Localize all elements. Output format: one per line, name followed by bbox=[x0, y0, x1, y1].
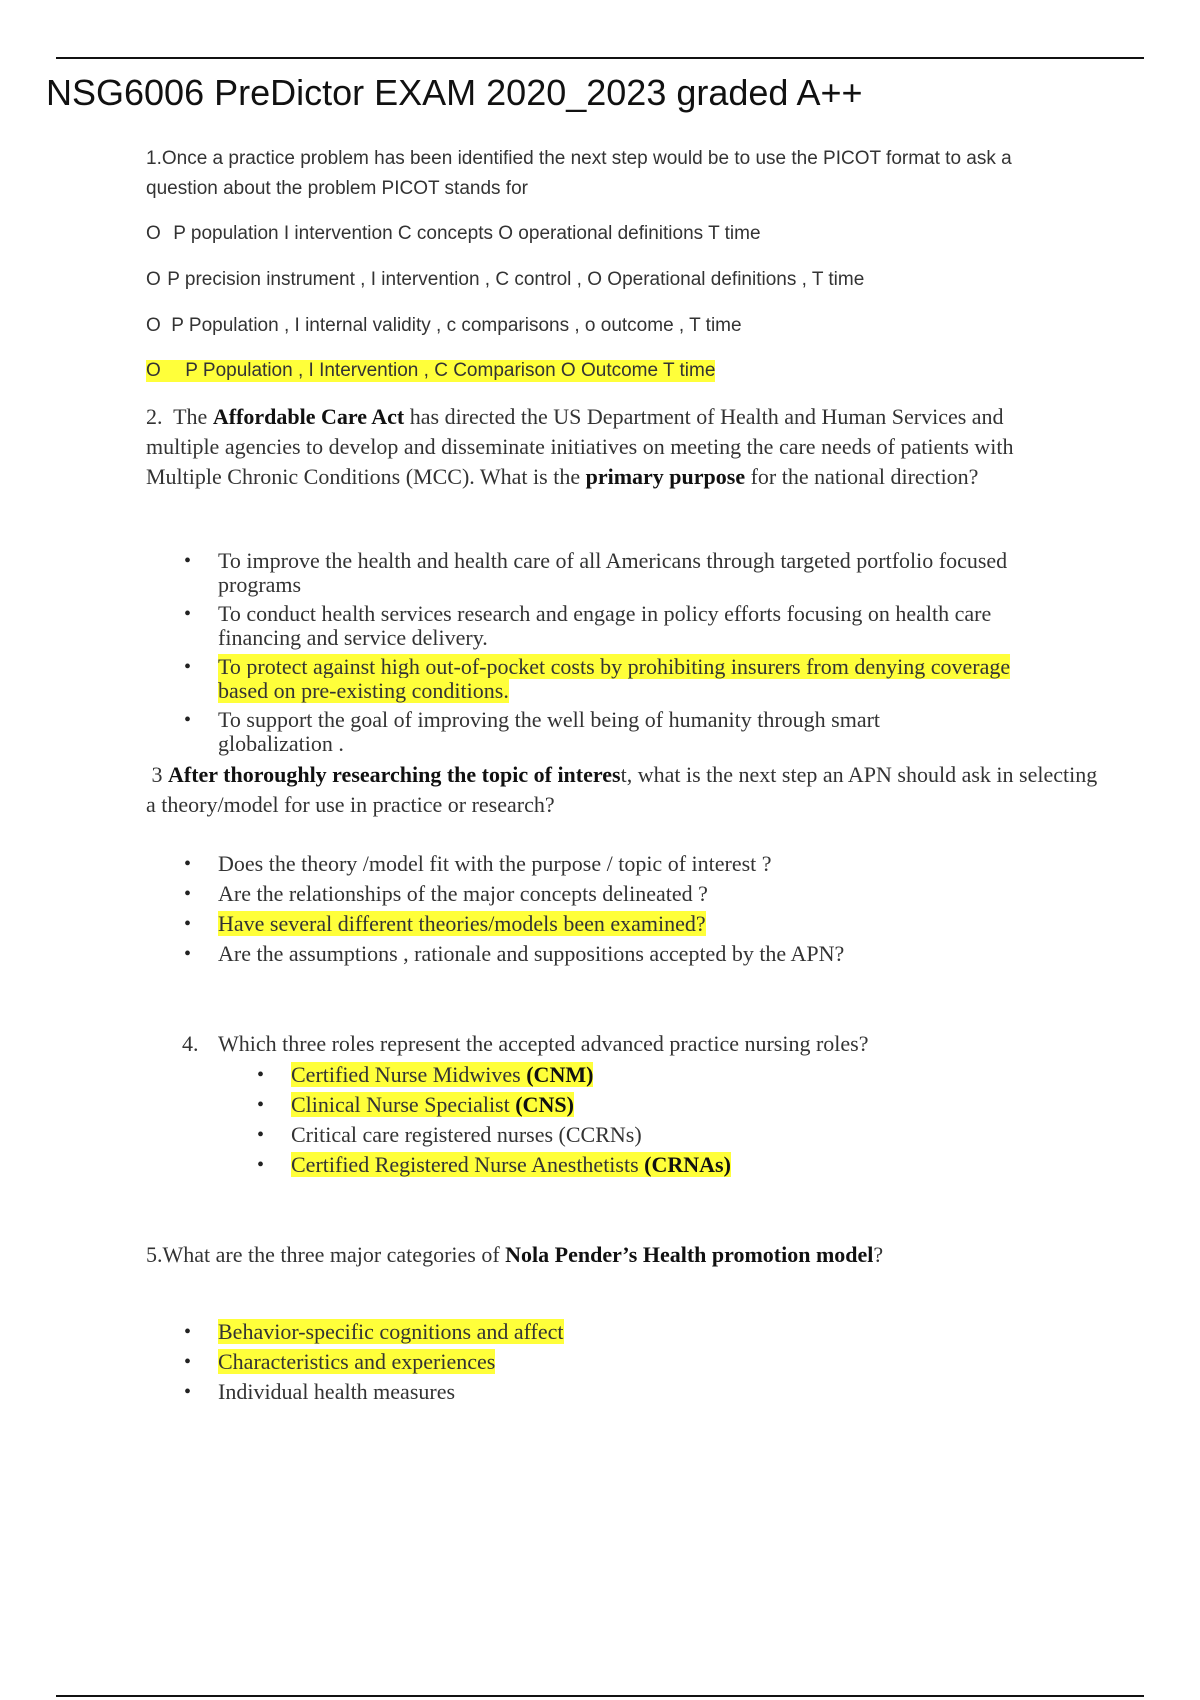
list-item-correct bbox=[184, 1319, 884, 1345]
q4-options bbox=[257, 1062, 957, 1182]
list-item: • Does the theory /model fit with the purpose / topic of interest ? bbox=[184, 852, 1044, 876]
list-item: • To improve the health and health care of all Americans through targeted portfolio focused programs bbox=[184, 549, 1044, 597]
question-emphasis: Affordable Care Act bbox=[212, 404, 405, 429]
q1-option-2 bbox=[146, 269, 864, 291]
question-text: t, what is the next step an APN should ask in selecting a theory/model for use in practice or research? bbox=[146, 762, 1098, 817]
list-item-correct bbox=[184, 912, 1044, 936]
list-item-correct bbox=[184, 1349, 884, 1375]
question-text: The bbox=[173, 404, 208, 429]
question-number: 1. bbox=[146, 148, 162, 169]
list-item-correct bbox=[184, 655, 1044, 703]
highlighted-answer bbox=[291, 1062, 593, 1087]
highlighted-answer: Characteristics and experiences bbox=[218, 1349, 496, 1374]
q2-options bbox=[184, 549, 1044, 756]
option-text: P Population , I Intervention , C Comparison O Outcome T time bbox=[185, 360, 716, 381]
q1-option-3 bbox=[146, 315, 742, 337]
option-mark: O bbox=[146, 223, 161, 244]
question-5 bbox=[146, 1242, 883, 1268]
highlighted-answer bbox=[291, 1092, 574, 1117]
question-2 bbox=[146, 402, 1066, 492]
question-text: for the national direction? bbox=[750, 464, 979, 489]
list-item: • Are the assumptions , rationale and suppositions accepted by the APN? bbox=[184, 942, 1044, 966]
question-number: 2. bbox=[146, 404, 163, 429]
q3-options bbox=[184, 852, 1044, 972]
question-text: Which three roles represent the accepted advanced practice nursing roles? bbox=[218, 1031, 869, 1056]
question-4 bbox=[182, 1031, 869, 1057]
question-number: 4. bbox=[182, 1031, 199, 1056]
option-mark: O bbox=[146, 360, 161, 381]
question-1 bbox=[146, 144, 1086, 204]
highlighted-answer: To protect against high out-of-pocket costs by prohibiting insurers from denying coverage based on pre-existing conditions. bbox=[218, 654, 1011, 703]
highlighted-answer: Behavior-specific cognitions and affect bbox=[218, 1319, 564, 1344]
q5-options bbox=[184, 1319, 884, 1409]
list-item-correct bbox=[257, 1152, 957, 1178]
question-text: has directed the US Department of Health and Human Services and multiple agencies to develop and disseminate initiatives on meeting the care needs of patients with Multiple Chronic Conditions (MCC). What is the bbox=[146, 404, 1014, 489]
q1-option-1 bbox=[146, 223, 761, 245]
highlighted-answer bbox=[291, 1152, 731, 1177]
option-text: Certified Nurse Midwives bbox=[291, 1062, 527, 1087]
question-text: ? bbox=[873, 1242, 884, 1267]
list-item: • Individual health measures bbox=[184, 1379, 884, 1405]
question-number: 5. bbox=[146, 1242, 163, 1267]
option-text: Certified Registered Nurse Anesthetists bbox=[291, 1152, 645, 1177]
list-item: • Are the relationships of the major concepts delineated ? bbox=[184, 882, 1044, 906]
option-mark: O bbox=[146, 315, 161, 336]
question-text: Once a practice problem has been identified the next step would be to use the PICOT format to ask a question about the problem PICOT stands for bbox=[146, 148, 1012, 199]
option-abbrev: (CNM) bbox=[526, 1062, 594, 1087]
option-text: P precision instrument , I intervention , C control , O Operational definitions , T time bbox=[167, 269, 865, 290]
list-item-correct bbox=[257, 1092, 957, 1118]
question-emphasis: After thoroughly researching the topic of interes bbox=[168, 762, 621, 787]
list-item: • To support the goal of improving the well being of humanity through smart globalization . bbox=[184, 708, 918, 756]
question-emphasis: primary purpose bbox=[585, 464, 746, 489]
question-3 bbox=[146, 760, 1106, 820]
question-emphasis: Nola Pender’s Health promotion model bbox=[505, 1242, 874, 1267]
option-abbrev: (CNS) bbox=[515, 1092, 574, 1117]
question-text: What are the three major categories of bbox=[162, 1242, 500, 1267]
q1-option-4-correct bbox=[146, 360, 715, 382]
bottom-rule bbox=[56, 1695, 1144, 1697]
option-text: Critical care registered nurses (CCRNs) bbox=[291, 1122, 642, 1147]
option-mark: O bbox=[146, 269, 161, 290]
option-abbrev: (CRNAs) bbox=[644, 1152, 731, 1177]
page-title: NSG6006 PreDictor EXAM 2020_2023 graded A++ bbox=[46, 72, 863, 113]
list-item bbox=[257, 1122, 957, 1148]
question-number: 3 bbox=[151, 762, 163, 787]
list-item: • To conduct health services research and engage in policy efforts focusing on health care financing and service delivery. bbox=[184, 602, 1044, 650]
option-text: P population I intervention C concepts O operational definitions T time bbox=[173, 223, 761, 244]
highlighted-answer: Have several different theories/models been examined? bbox=[218, 911, 706, 936]
top-rule bbox=[56, 57, 1144, 59]
option-text: Clinical Nurse Specialist bbox=[291, 1092, 516, 1117]
list-item-correct bbox=[257, 1062, 957, 1088]
option-text: P Population , I internal validity , c comparisons , o outcome , T time bbox=[171, 315, 742, 336]
